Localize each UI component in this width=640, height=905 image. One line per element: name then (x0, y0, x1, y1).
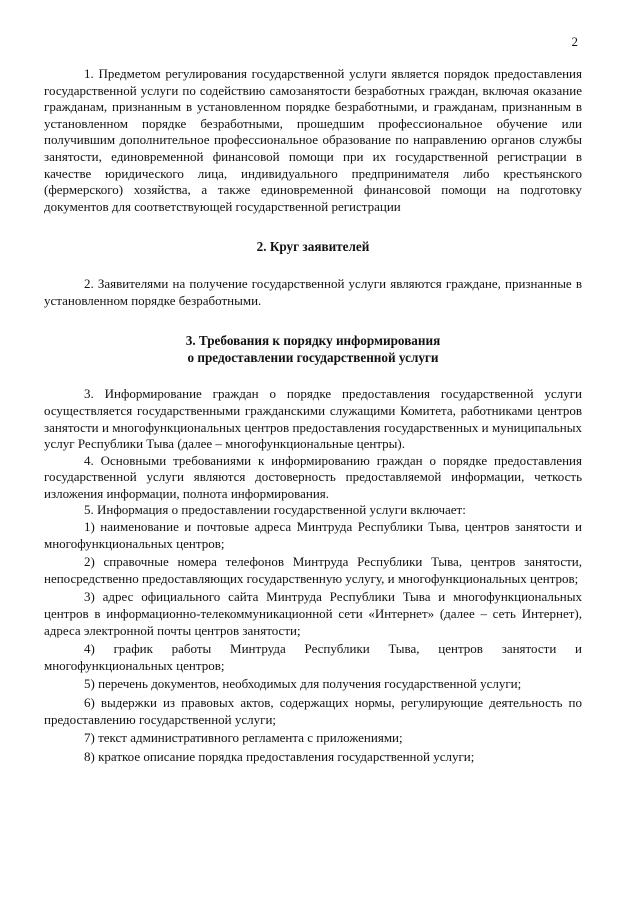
page-number: 2 (571, 34, 578, 49)
paragraph-2: 2. Заявителями на получение государственной услуги являются граждане, признанные в установленном порядке безработными. (44, 275, 582, 308)
list-item: 3) адрес официального сайта Минтруда Республики Тыва и многофункциональных центров в информационно-телекоммуникационной сети «Интернет» (далее – сеть Интернет), адреса электронной почты центров занятости; (44, 589, 582, 638)
paragraph-3: 3. Информирование граждан о порядке предоставления государственной услуги осуществляется государственными гражданскими служащими Комитета, работниками центров занятости и многофункциональных центров предоставления государственных и муниципальных услуг Республики Тыва (далее – многофункциональные центры). (44, 386, 582, 452)
list-item: 4) график работы Минтруда Республики Тыва, центров занятости и многофункциональных центров; (44, 641, 582, 673)
list-item: 2) справочные номера телефонов Минтруда Республики Тыва, центров занятости, непосредственно предоставляющих государственную услугу, и многофункциональных центров; (44, 554, 582, 586)
section-heading-3-line-2: о предоставлении государственной услуги (187, 349, 439, 365)
paragraph-5: 5. Информация о предоставлении государственной услуги включает: (84, 502, 466, 518)
list-item: 6) выдержки из правовых актов, содержащих нормы, регулирующие деятельность по предоставлению государственной услуги; (44, 695, 582, 727)
list-item: 8) краткое описание порядка предоставления государственной услуги; (84, 748, 475, 764)
list-item: 5) перечень документов, необходимых для получения государственной услуги; (84, 676, 522, 692)
document-body (44, 66, 582, 767)
section-heading-2: 2. Круг заявителей (256, 239, 370, 255)
paragraph-1: 1. Предметом регулирования государственной услуги является порядок предоставления государственной услуги по содействию самозанятости безработных граждан, включая оказание гражданам, признанным в установленном порядке безработными, и гражданам, признанным в установленном порядке безработными, прошедшим профессиональное обучение или получившим дополнительное профессиональное образование по направлению органов службы занятости, единовременной финансовой помощи при их государственной регистрации в качестве юридического лица, индивидуального предпринимателя либо крестьянского (фермерского) хозяйства, а также единовременной финансовой помощи на подготовку документов для соответствующей государственной регистрации (44, 66, 582, 214)
paragraph-4: 4. Основными требованиями к информированию граждан о порядке предоставления государственной услуги являются достоверность предоставляемой информации, четкость изложения информации, полнота информирования. (44, 452, 582, 501)
list-item: 1) наименование и почтовые адреса Минтруда Республики Тыва, центров занятости и многофункциональных центров; (44, 519, 582, 551)
section-heading-3-line-1: 3. Требования к порядку информирования (185, 333, 441, 349)
list-item: 7) текст административного регламента с приложениями; (84, 730, 403, 746)
